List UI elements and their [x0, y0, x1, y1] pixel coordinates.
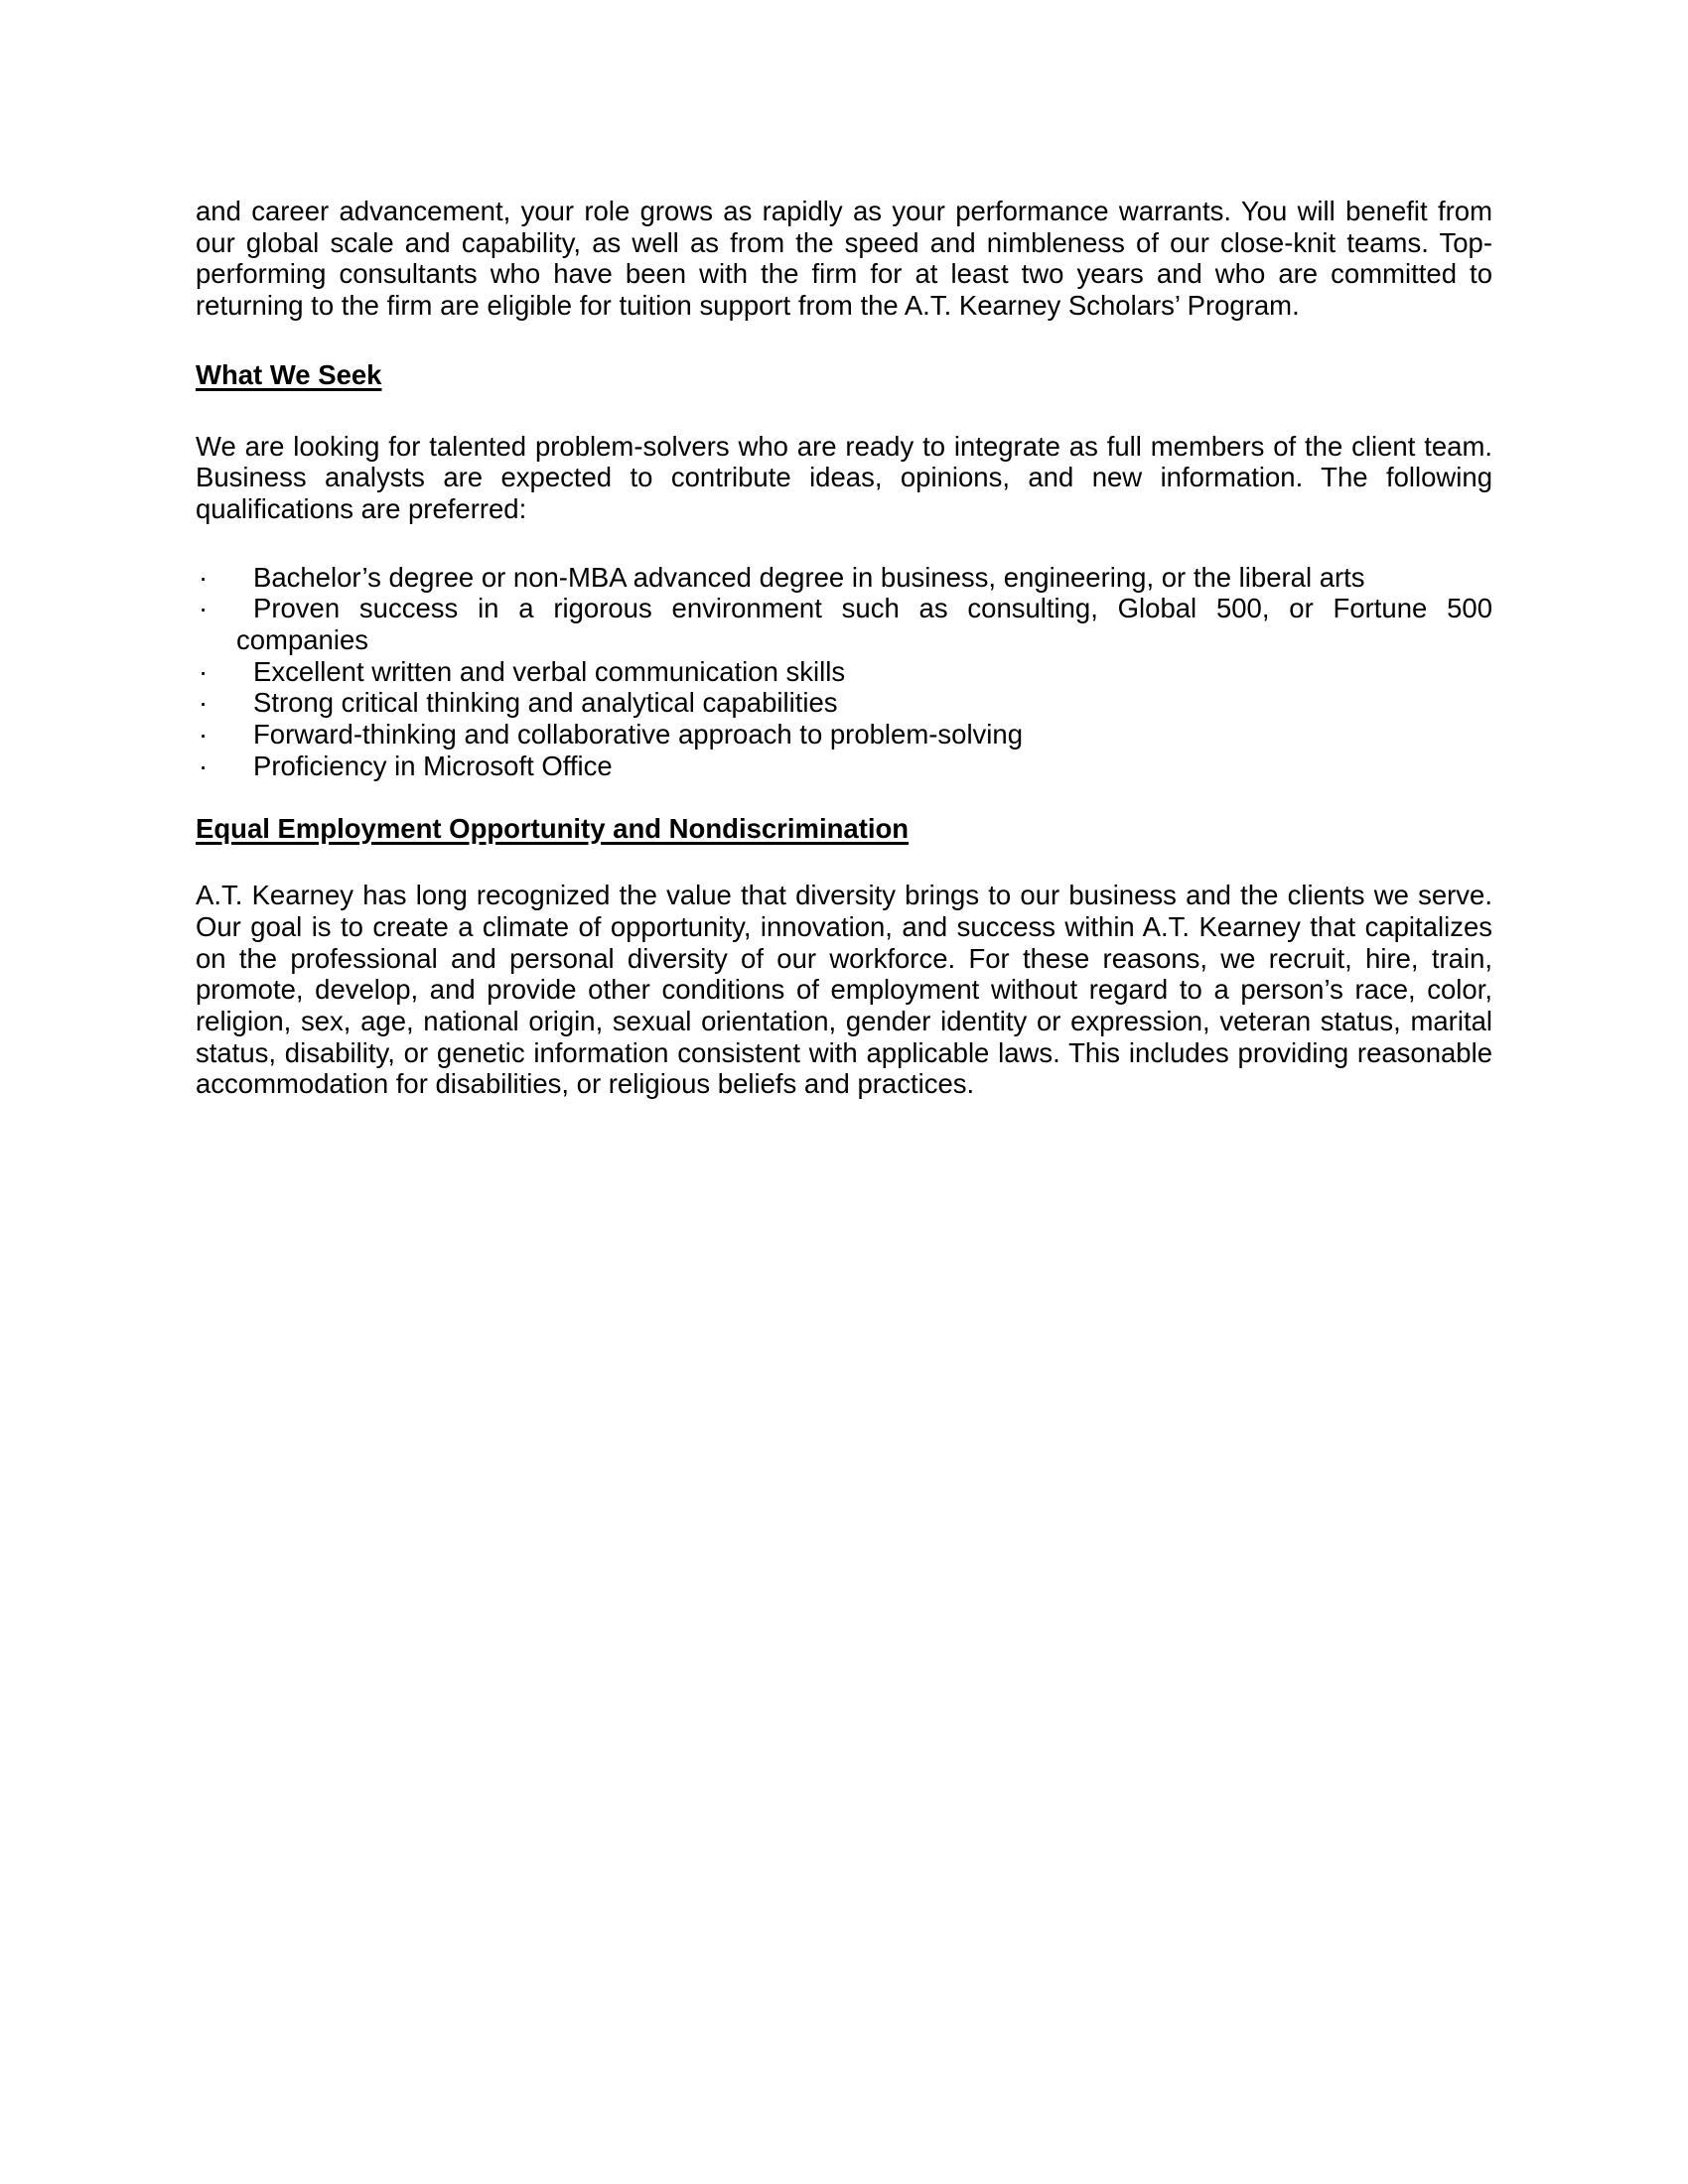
- bullet-item-microsoft-office: [196, 751, 1492, 782]
- bullet-item-degree: [196, 562, 1492, 594]
- text-line: status, disability, or genetic information consistent with applicable laws. This includes providing reasonable: [196, 1036, 1492, 1068]
- text-line: our global scale and capability, as well as from the speed and nimbleness of our close-knit teams. Top-: [196, 226, 1492, 258]
- text-line: religion, sex, age, national origin, sexual orientation, gender identity or expression, veteran status, marital: [196, 1006, 1492, 1037]
- bullet-dot: ·: [199, 593, 209, 624]
- text-line: companies: [236, 624, 368, 656]
- qualifications-list: [196, 562, 1492, 782]
- text-line: Proven success in a rigorous environment such as consulting, Global 500, or Fortune 500: [253, 593, 1492, 624]
- text-line: returning to the firm are eligible for tuition support from the A.T. Kearney Scholars’ Program.: [196, 290, 1300, 322]
- text-line: performing consultants who have been with the firm for at least two years and who are committed to: [196, 258, 1492, 290]
- text-line: accommodation for disabilities, or religious beliefs and practices.: [196, 1068, 975, 1100]
- text-line: A.T. Kearney has long recognized the value that diversity brings to our business and the clients we serve.: [196, 880, 1492, 911]
- bullet-dot: ·: [199, 750, 209, 781]
- bullet-dot: ·: [199, 719, 209, 751]
- seek-paragraph: [196, 431, 1492, 525]
- bullet-dot: ·: [199, 687, 209, 719]
- text-line: and career advancement, your role grows as rapidly as your performance warrants. You will benefit from: [196, 196, 1492, 226]
- heading-eeo: Equal Employment Opportunity and Nondiscrimination: [196, 812, 910, 844]
- text-line: We are looking for talented problem-solvers who are ready to integrate as full members of the client team.: [196, 430, 1492, 462]
- text-line: Excellent written and verbal communication skills: [253, 655, 846, 687]
- text-line: on the professional and personal diversity of our workforce. For these reasons, we recruit, hire, train,: [196, 942, 1492, 974]
- text-line: qualifications are preferred:: [196, 492, 527, 524]
- bullet-item-forward-thinking: [196, 719, 1492, 751]
- text-line: promote, develop, and provide other conditions of employment without regard to a person’s race, color,: [196, 974, 1492, 1006]
- bullet-item-critical-thinking: [196, 687, 1492, 719]
- bullet-dot: ·: [199, 561, 209, 593]
- text-line: Bachelor’s degree or non-MBA advanced degree in business, engineering, or the liberal arts: [253, 561, 1365, 593]
- intro-paragraph: [196, 196, 1492, 322]
- document-content: [196, 196, 1492, 1100]
- text-line: Proficiency in Microsoft Office: [253, 750, 613, 781]
- text-line: Business analysts are expected to contribute ideas, opinions, and new information. The following: [196, 462, 1492, 493]
- text-line: Strong critical thinking and analytical capabilities: [253, 687, 838, 719]
- heading-what-we-seek: What We Seek: [196, 358, 382, 390]
- text-line: Forward-thinking and collaborative approach to problem-solving: [253, 719, 1023, 751]
- bullet-dot: ·: [199, 655, 209, 687]
- eeo-paragraph: [196, 880, 1492, 1100]
- bullet-item-proven-success: [196, 593, 1492, 655]
- bullet-item-communication: [196, 656, 1492, 688]
- text-line: Our goal is to create a climate of opportunity, innovation, and success within A.T. Kearney that capitalizes: [196, 910, 1492, 942]
